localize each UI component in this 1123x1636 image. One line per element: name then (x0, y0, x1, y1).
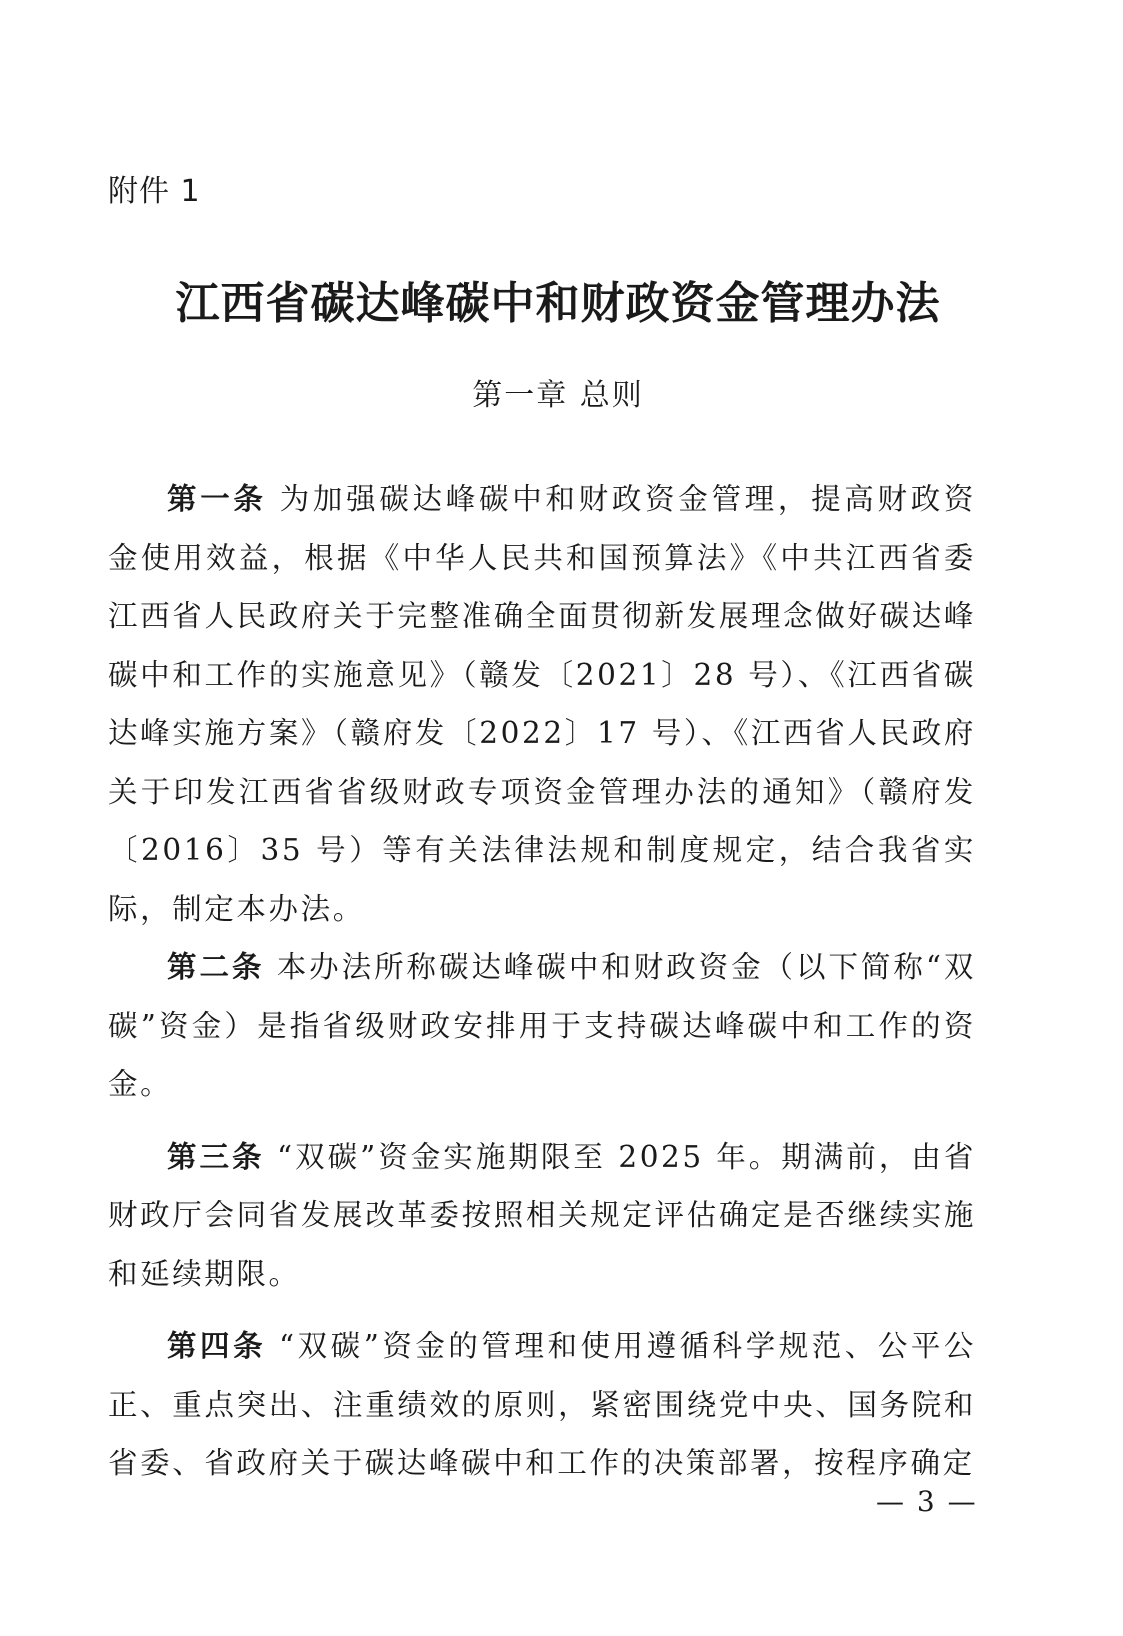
article-4 (108, 1317, 976, 1493)
document-body (108, 470, 976, 1493)
article-text: “双碳”资金的管理和使用遵循科学规范、公平公正、重点突出、注重绩效的原则，紧密围绕党中央、国务院和省委、省政府关于碳达峰碳中和工作的决策部署，按程序确定 (108, 1329, 976, 1480)
article-text: 本办法所称碳达峰碳中和财政资金（以下简称“双碳”资金）是指省级财政安排用于支持碳达峰碳中和工作的资金。 (108, 950, 976, 1101)
article-text: “双碳”资金实施期限至 2025 年。期满前，由省财政厅会同省发展改革委按照相关规定评估确定是否继续实施和延续期限。 (108, 1139, 976, 1291)
page-number: — 3 — (876, 1485, 978, 1518)
document-title: 江西省碳达峰碳中和财政资金管理办法 (175, 278, 941, 329)
article-text: 为加强碳达峰碳中和财政资金管理，提高财政资金使用效益，根据《中华人民共和国预算法》《中共江西省委 江西省人民政府关于完整准确全面贯彻新发展理念做好碳达峰碳中和工作的实施意见》（赣发〔2021〕28 号）、《江西省碳达峰实施方案》（赣府发〔2022〕17 号）、《江西省人民政府关于印发江西省省级财政专项资金管理办法的通知》（赣府发〔2016〕35 号）等有关法律法规和制度规定，结合我省实际，制定本办法。 (108, 482, 977, 926)
article-label: 第四条 (167, 1329, 267, 1363)
article-label: 第三条 (167, 1139, 265, 1174)
article-label: 第一条 (167, 482, 267, 516)
article-2 (108, 938, 976, 1114)
article-1 (108, 470, 976, 938)
chapter-heading: 第一章 总则 (472, 378, 644, 413)
attachment-label: 附件 1 (108, 174, 201, 209)
article-3 (108, 1128, 976, 1304)
article-label: 第二条 (167, 950, 265, 984)
